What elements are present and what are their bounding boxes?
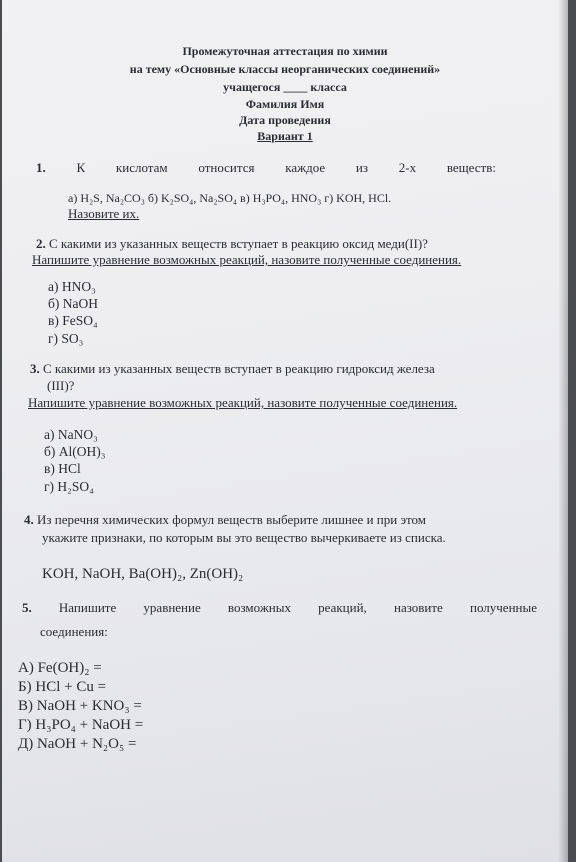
q3-option: г) H₂SO₄ (44, 479, 94, 494)
q5-word: полученные (470, 600, 537, 615)
header-name: Фамилия Имя (245, 97, 325, 111)
q1-options: а) H₂S, Na₂CO₃ б) K₂SO₄, Na₂SO₄ в) H₃PO₄, HNO₃ г) KOH, HCl. (68, 191, 392, 205)
q3-option: б) Al(OH)₃ (44, 444, 106, 459)
q1-word: кислотам (115, 160, 168, 175)
q5-word: Напишите (58, 600, 117, 615)
q4-text-line1 (24, 512, 426, 528)
q1-instruction: Назовите их. (68, 206, 140, 221)
q1-word: каждое (285, 160, 326, 175)
q4-text-line2: укажите признаки, по которым вы это вещество вычеркиваете из списка. (42, 530, 446, 545)
q3-instruction: Напишите уравнение возможных реакций, назовите полученные соединения. (28, 395, 458, 410)
q3-number: 3. (30, 361, 40, 376)
q1-word: 2-х (398, 160, 417, 175)
q2-option: в) FeSO₄ (48, 313, 98, 328)
q1-word: из (355, 160, 368, 175)
header-class-blank: ____ (283, 80, 308, 94)
q5-word: реакций, (318, 600, 367, 615)
q5-reaction: Г) H₃PO₄ + NaOH = (18, 717, 144, 733)
q1-number: 1. (36, 160, 46, 175)
q5-reaction: Д) NaOH + N₂O₅ = (18, 736, 137, 752)
q3-text-line2: (III)? (47, 378, 75, 393)
header-variant (2, 129, 568, 144)
header-date: Дата проведения (239, 113, 331, 127)
q5-word: уравнение (143, 600, 201, 615)
q3-question: С какими из указанных веществ вступает в реакцию гидроксид железа (43, 361, 435, 376)
q1-text (36, 160, 496, 176)
page-edge-shadow (558, 0, 568, 862)
header-student-label: учащегося (223, 80, 281, 94)
q5-reaction: Б) HCl + Cu = (18, 679, 107, 695)
q1-word: относится (198, 160, 255, 175)
header-class-label: класса (310, 80, 347, 94)
q2-number: 2. (36, 236, 46, 251)
q1-word: К (76, 160, 86, 175)
header-class-line (2, 80, 568, 95)
q5-number: 5. (22, 600, 32, 615)
header-topic: на тему «Основные классы неорганических соединений» (129, 62, 441, 76)
q4-formulas: KOH, NaOH, Ba(OH)₂, Zn(OH)₂ (42, 566, 244, 582)
q3-text-line1 (30, 361, 435, 377)
q5-text-line2: соединения: (40, 624, 108, 639)
q5-word: возможных (227, 600, 291, 615)
q4-question: Из перечня химических формул веществ выберите лишнее и при этом (37, 512, 427, 527)
q2-option: г) SO₃ (48, 331, 84, 346)
q2-text (36, 236, 428, 252)
q3-option: а) NaNO₃ (44, 427, 98, 442)
q4-number: 4. (24, 512, 34, 527)
q2-question: С какими из указанных веществ вступает в реакцию оксид меди(II)? (49, 236, 428, 251)
q1-word: веществ: (446, 160, 496, 175)
q2-instruction: Напишите уравнение возможных реакций, назовите полученные соединения. (32, 252, 462, 267)
worksheet-page (2, 0, 568, 862)
header-title: Промежуточная аттестация по химии (182, 44, 388, 58)
q5-word: назовите (393, 600, 443, 615)
q3-option: в) HCl (44, 461, 81, 476)
q5-reaction: В) NaOH + KNO₃ = (18, 698, 142, 714)
variant-label: Вариант 1 (257, 129, 313, 143)
q2-option: б) NaOH (48, 296, 98, 311)
q5-text-line1 (22, 600, 537, 616)
q2-option: а) HNO₃ (48, 279, 96, 294)
q5-reaction: А) Fe(OH)₂ = (18, 660, 102, 676)
